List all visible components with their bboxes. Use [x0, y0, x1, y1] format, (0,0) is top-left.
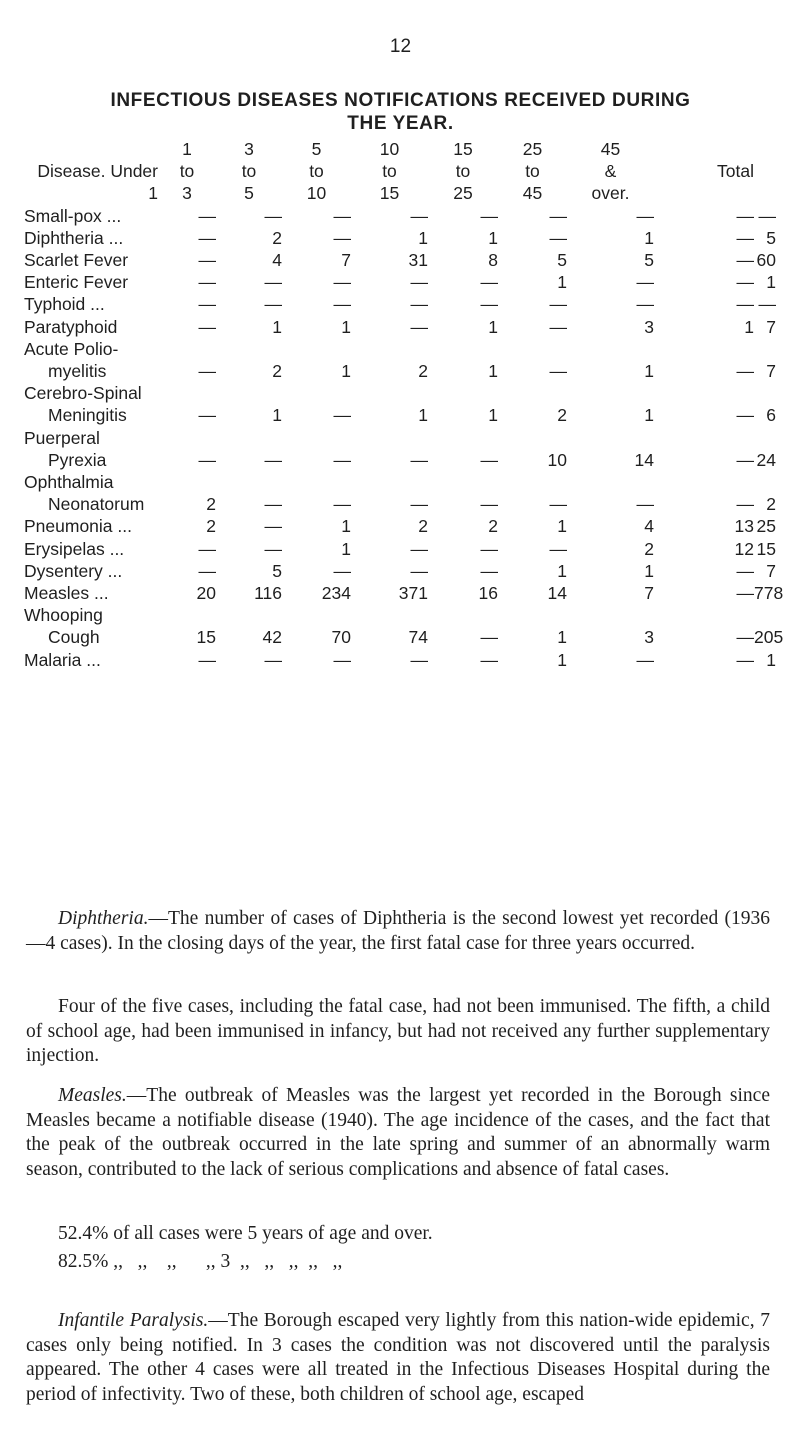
count-cell: — [736, 250, 754, 271]
count-cell: — [636, 205, 654, 226]
count-cell: 1 [488, 316, 498, 337]
count-cell: — [736, 361, 754, 382]
table-row [24, 316, 776, 338]
count-cell: 1 [557, 560, 567, 581]
count-cell: 2 [418, 516, 428, 537]
total-cell: 7 [766, 316, 776, 337]
count-cell: 1 [644, 227, 654, 248]
header-cell: 5 [244, 183, 254, 204]
disease-name: Small-pox ... [24, 205, 122, 226]
count-cell: — [736, 205, 754, 226]
table-title-line-1: INFECTIOUS DISEASES NOTIFICATIONS RECEIVED DURING [110, 90, 691, 111]
table-row [24, 493, 776, 515]
count-cell: 1 [272, 405, 282, 426]
paralysis-paragraph [26, 1309, 770, 1407]
count-cell: — [736, 583, 754, 604]
count-cell: 2 [272, 361, 282, 382]
count-cell: — [198, 250, 216, 271]
header-cell: over. [591, 183, 630, 204]
count-cell: — [198, 227, 216, 248]
table-row [24, 271, 776, 293]
count-cell: 70 [331, 627, 351, 648]
count-cell: 2 [272, 227, 282, 248]
count-cell: — [480, 627, 498, 648]
table-row [24, 515, 776, 537]
header-cell: 1 [182, 139, 192, 159]
count-cell: 1 [557, 272, 567, 293]
stat-line-1: 52.4% of all cases were 5 years of age and over. [58, 1223, 433, 1244]
total-cell: 6 [766, 405, 776, 426]
count-cell: 1 [557, 516, 567, 537]
total-cell: 7 [766, 361, 776, 382]
count-cell: — [410, 649, 428, 670]
header-cell: to [382, 161, 397, 182]
header-cell: 45 [522, 183, 543, 204]
count-cell: — [198, 205, 216, 226]
disease-name: Whooping [24, 605, 103, 626]
count-cell: — [410, 538, 428, 559]
count-cell: 2 [557, 405, 567, 426]
count-cell: — [480, 449, 498, 470]
header-cell: to [455, 161, 471, 182]
header-cell: 15 [453, 139, 473, 159]
count-cell: — [264, 538, 282, 559]
count-cell: — [636, 649, 654, 670]
header-cell-disease: 1 [148, 183, 158, 204]
count-cell: — [264, 449, 282, 470]
count-cell: 1 [644, 361, 654, 382]
count-cell: 4 [644, 516, 654, 537]
count-cell: 1 [557, 649, 567, 670]
count-cell: — [198, 272, 216, 293]
disease-name: Neonatorum [48, 494, 145, 515]
disease-name: Erysipelas ... [24, 538, 125, 559]
table-row-label [24, 338, 776, 360]
table-row [24, 449, 776, 471]
disease-name: Typhoid ... [24, 294, 105, 315]
total-cell: 205 [754, 627, 784, 648]
count-cell: — [480, 649, 498, 670]
header-cell-disease [24, 138, 158, 160]
header-cell: to [179, 161, 195, 182]
header-cell: 3 [244, 139, 254, 159]
count-cell: 5 [272, 560, 282, 581]
count-cell: 2 [418, 361, 428, 382]
diphtheria-text: —The number of cases of Diphtheria is the second lowest yet recorded (1936—4 cases). In the closing days of the year, the first fatal case for three years occurred. [26, 908, 770, 954]
stat-line-2: 82.5% ,, ,, ,, ,, 3 ,, ,, ,, ,, ,, [58, 1251, 343, 1272]
count-cell: — [736, 560, 754, 581]
disease-name: Paratyphoid [24, 316, 118, 337]
total-cell: — [758, 294, 776, 315]
table-row [24, 626, 776, 648]
disease-name: Pyrexia [48, 449, 107, 470]
count-cell: 2 [644, 538, 654, 559]
table-row [24, 360, 776, 382]
count-cell: 3 [644, 316, 654, 337]
count-cell: — [549, 227, 567, 248]
table-row [24, 560, 776, 582]
count-cell: — [264, 649, 282, 670]
count-cell: — [636, 272, 654, 293]
count-cell: 14 [634, 449, 654, 470]
disease-name: myelitis [48, 361, 107, 382]
table-title-line-2: THE YEAR. [347, 113, 454, 134]
header-cell [654, 182, 754, 204]
table-row [24, 293, 776, 315]
header-cell: 25 [522, 139, 543, 159]
total-cell: 15 [756, 538, 776, 559]
count-cell: — [264, 272, 282, 293]
header-cell: 10 [379, 139, 400, 159]
count-cell: 8 [488, 250, 498, 271]
count-cell: — [549, 361, 567, 382]
notifications-table [24, 138, 784, 671]
total-cell: 1 [766, 649, 776, 670]
count-cell: 1 [557, 627, 567, 648]
disease-name: Enteric Fever [24, 272, 129, 293]
measles-paragraph [26, 1084, 770, 1182]
count-cell: 42 [262, 627, 282, 648]
table-row [24, 538, 776, 560]
disease-name: Malaria ... [24, 649, 101, 670]
count-cell: 116 [254, 583, 282, 604]
measles-heading: Measles. [58, 1085, 127, 1106]
total-cell: 60 [756, 250, 776, 271]
total-cell: 7 [766, 560, 776, 581]
count-cell: — [333, 494, 351, 515]
count-cell: — [549, 205, 567, 226]
header-cell: 10 [306, 183, 327, 204]
total-cell: 24 [756, 449, 776, 470]
page-number: 12 [389, 36, 412, 57]
count-cell: — [333, 560, 351, 581]
count-cell: — [333, 294, 351, 315]
count-cell: — [736, 227, 754, 248]
table-row [24, 404, 776, 426]
count-cell: 1 [744, 316, 754, 337]
count-cell: — [480, 494, 498, 515]
count-cell: 14 [547, 583, 567, 604]
count-cell: 1 [272, 316, 282, 337]
count-cell: 1 [341, 516, 351, 537]
header-cell: 25 [453, 183, 473, 204]
total-cell: 2 [766, 494, 776, 515]
count-cell: — [736, 405, 754, 426]
count-cell: 5 [644, 250, 654, 271]
header-row [24, 160, 776, 182]
table-row-label [24, 604, 776, 626]
disease-name: Acute Polio- [24, 338, 119, 359]
count-cell: 371 [398, 583, 428, 604]
count-cell: — [410, 560, 428, 581]
disease-name: Pneumonia ... [24, 516, 132, 537]
count-cell: 1 [644, 560, 654, 581]
count-cell: — [480, 272, 498, 293]
count-cell: — [264, 294, 282, 315]
count-cell: — [333, 449, 351, 470]
count-cell: — [198, 361, 216, 382]
count-cell: — [333, 272, 351, 293]
count-cell: 15 [196, 627, 216, 648]
count-cell: — [333, 649, 351, 670]
count-cell: — [410, 205, 428, 226]
count-cell: — [736, 294, 754, 315]
count-cell: 13 [734, 516, 754, 537]
measles-text: —The outbreak of Measles was the largest yet recorded in the Borough since Measles became a notifiable disease (1940). The age incidence of the cases, and the fact that the peak of the outbreak occurred in the late spring and summer of an abnormally warm season, contributed to the lack of serious complications and absence of fatal cases. [26, 1085, 770, 1180]
count-cell: — [198, 316, 216, 337]
paralysis-text: —The Borough escaped very lightly from this nation-wide epidemic, 7 cases only being notified. In 3 cases the condition was not discovered until the paralysis appeared. The other 4 cases were all treated in the Infectious Diseases Hospital during the period of infectivity. Two of these, both children of school age, escaped [26, 1310, 770, 1405]
immunised-paragraph: Four of the five cases, including the fatal case, had not been immunised. The fifth, a child of school age, had been immunised in infancy, but had not received any further supplementary injection. [26, 996, 770, 1067]
disease-name: Meningitis [48, 405, 127, 426]
count-cell: 1 [418, 405, 428, 426]
count-cell: 20 [196, 583, 216, 604]
table-row [24, 649, 776, 671]
count-cell: — [198, 538, 216, 559]
count-cell: — [198, 294, 216, 315]
count-cell: 2 [206, 516, 216, 537]
count-cell: — [264, 516, 282, 537]
diphtheria-paragraph [26, 907, 770, 956]
count-cell: 2 [488, 516, 498, 537]
header-cell-disease: Disease. Under [37, 161, 158, 182]
count-cell: — [264, 205, 282, 226]
header-cell: 3 [182, 183, 192, 204]
count-cell: 1 [488, 361, 498, 382]
total-cell: — [758, 205, 776, 226]
count-cell: — [480, 205, 498, 226]
count-cell: — [736, 272, 754, 293]
diphtheria-heading: Diphtheria. [58, 908, 149, 929]
total-cell: 25 [756, 516, 776, 537]
total-cell: 778 [754, 583, 784, 604]
count-cell: — [480, 560, 498, 581]
count-cell: — [333, 227, 351, 248]
count-cell: — [264, 494, 282, 515]
header-cell [654, 138, 754, 160]
count-cell: 1 [488, 405, 498, 426]
count-cell: 7 [644, 583, 654, 604]
table-row-label [24, 471, 776, 493]
header-cell: to [241, 161, 257, 182]
header-cell: to [309, 161, 324, 182]
count-cell: — [410, 449, 428, 470]
count-cell: — [736, 494, 754, 515]
table-body [24, 205, 784, 671]
count-cell: 1 [488, 227, 498, 248]
count-cell: — [636, 494, 654, 515]
count-cell: — [198, 405, 216, 426]
disease-name: Measles ... [24, 583, 109, 604]
count-cell: 1 [418, 227, 428, 248]
count-cell: 3 [644, 627, 654, 648]
disease-name: Cerebro-Spinal [24, 383, 142, 404]
count-cell: — [410, 294, 428, 315]
disease-name: Cough [48, 627, 100, 648]
count-cell: — [410, 494, 428, 515]
count-cell: — [549, 538, 567, 559]
table-row [24, 582, 776, 604]
paralysis-heading: Infantile Paralysis. [58, 1310, 209, 1331]
table-row-label [24, 382, 776, 404]
count-cell: — [480, 294, 498, 315]
table-row [24, 205, 776, 227]
count-cell: 234 [321, 583, 351, 604]
count-cell: 4 [272, 250, 282, 271]
count-cell: — [549, 294, 567, 315]
disease-name: Diphtheria ... [24, 227, 124, 248]
count-cell: 1 [341, 361, 351, 382]
count-cell: — [549, 494, 567, 515]
disease-name: Ophthalmia [24, 472, 114, 493]
header-cell: 5 [311, 139, 322, 159]
count-cell: — [480, 538, 498, 559]
count-cell: 1 [644, 405, 654, 426]
count-cell: — [198, 449, 216, 470]
header-row [24, 138, 776, 160]
header-row [24, 182, 776, 204]
count-cell: — [333, 405, 351, 426]
count-cell: — [736, 627, 754, 648]
table-row [24, 249, 776, 271]
disease-name: Puerperal [24, 427, 100, 448]
count-cell: — [736, 449, 754, 470]
header-cell: 15 [379, 183, 400, 204]
count-cell: 2 [206, 494, 216, 515]
disease-name: Scarlet Fever [24, 250, 129, 271]
count-cell: — [410, 316, 428, 337]
count-cell: 5 [557, 250, 567, 271]
total-cell: 1 [766, 272, 776, 293]
count-cell: — [333, 205, 351, 226]
disease-name: Dysentery ... [24, 560, 123, 581]
count-cell: — [636, 294, 654, 315]
count-cell: — [736, 649, 754, 670]
count-cell: 31 [408, 250, 428, 271]
count-cell: — [410, 272, 428, 293]
count-cell: — [198, 560, 216, 581]
count-cell: 74 [408, 627, 428, 648]
count-cell: 1 [341, 316, 351, 337]
count-cell: — [198, 649, 216, 670]
count-cell: — [549, 316, 567, 337]
header-cell: to [525, 161, 540, 182]
total-cell: 5 [766, 227, 776, 248]
header-cell: Total [717, 161, 754, 182]
table-row [24, 227, 776, 249]
header-cell: 45 [600, 139, 621, 159]
table-header [24, 138, 776, 205]
header-cell: & [604, 161, 617, 182]
count-cell: 7 [341, 250, 351, 271]
table-row-label [24, 427, 776, 449]
count-cell: 1 [341, 538, 351, 559]
count-cell: 12 [734, 538, 754, 559]
count-cell: 10 [547, 449, 567, 470]
count-cell: 16 [478, 583, 498, 604]
